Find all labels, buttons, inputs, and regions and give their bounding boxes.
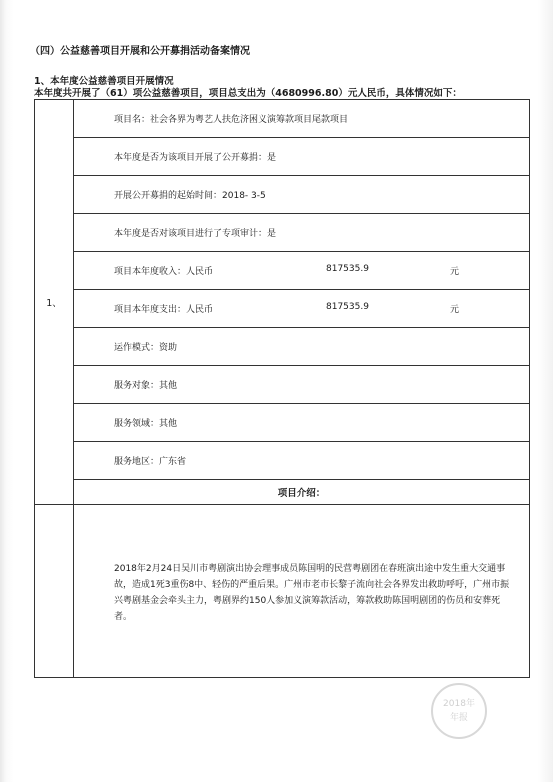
stamp-line2: 年报 [449,713,468,723]
intro-heading: 项目介绍： [74,480,530,505]
intro-text: 2018年2月24日吴川市粤剧演出协会理事成员陈国明的民营粤剧团在春班演出途中发生重大交通事故，造成1死3重伤8中、轻伤的严重后果。广州市老市长黎子流向社会各界发出救助呼吁，广州市振兴粤剧基金会牵头主力，粤剧界约150人参加义演筹款活动，筹款救助陈国明剧团的伤员和安葬死者。 [114,564,510,622]
item-number: 1、 [35,100,74,505]
public-fundraising-value: 是 [267,153,277,163]
income-unit: 元 [450,267,460,277]
special-audit-label: 本年度是否对该项目进行了专项审计： [114,229,268,239]
fundraising-start-label: 开展公开募捐的起始时间： [114,191,223,201]
intro-body [74,505,530,678]
expense-label: 项目本年度支出：人民币 [114,305,214,315]
row-service-target [74,366,530,404]
row-public-fundraising [74,138,530,176]
service-field-value: 其他 [159,419,178,429]
public-fundraising-label: 本年度是否为该项目开展了公开募捐： [114,153,268,163]
expense-unit: 元 [450,305,460,315]
expense-amount: 817535.9 [326,302,369,312]
annual-report-stamp [431,683,487,739]
income-label: 项目本年度收入：人民币 [114,267,214,277]
row-expense [74,290,530,328]
row-operation-mode [74,328,530,366]
income-amount: 817535.9 [326,264,369,274]
service-region-value: 广东省 [159,457,187,467]
project-name-label: 项目名： [114,115,151,125]
summary-line: 本年度共开展了（61）项公益慈善项目，项目总支出为（4680996.80）元人民币，具体情况如下： [34,88,462,99]
operation-mode-value: 资助 [159,343,178,353]
project-name-value: 社会各界为粤艺人扶危济困义演筹款项目尾款项目 [150,115,349,125]
row-income [74,252,530,290]
service-region-label: 服务地区： [114,457,160,467]
special-audit-value: 是 [267,229,277,239]
fundraising-start-value: 2018- 3-5 [222,191,266,201]
subsection-title: 1、本年度公益慈善项目开展情况 [34,76,174,87]
row-service-region [74,442,530,480]
row-project-name [74,100,530,138]
service-field-label: 服务领域： [114,419,160,429]
project-table [34,99,530,678]
stamp-line1: 2018年 [443,699,475,709]
row-fundraising-start [74,176,530,214]
row-service-field [74,404,530,442]
operation-mode-label: 运作模式： [114,343,160,353]
service-target-value: 其他 [159,381,178,391]
section-title: （四）公益慈善项目开展和公开募捐活动备案情况 [30,46,250,57]
row-special-audit [74,214,530,252]
service-target-label: 服务对象： [114,381,160,391]
